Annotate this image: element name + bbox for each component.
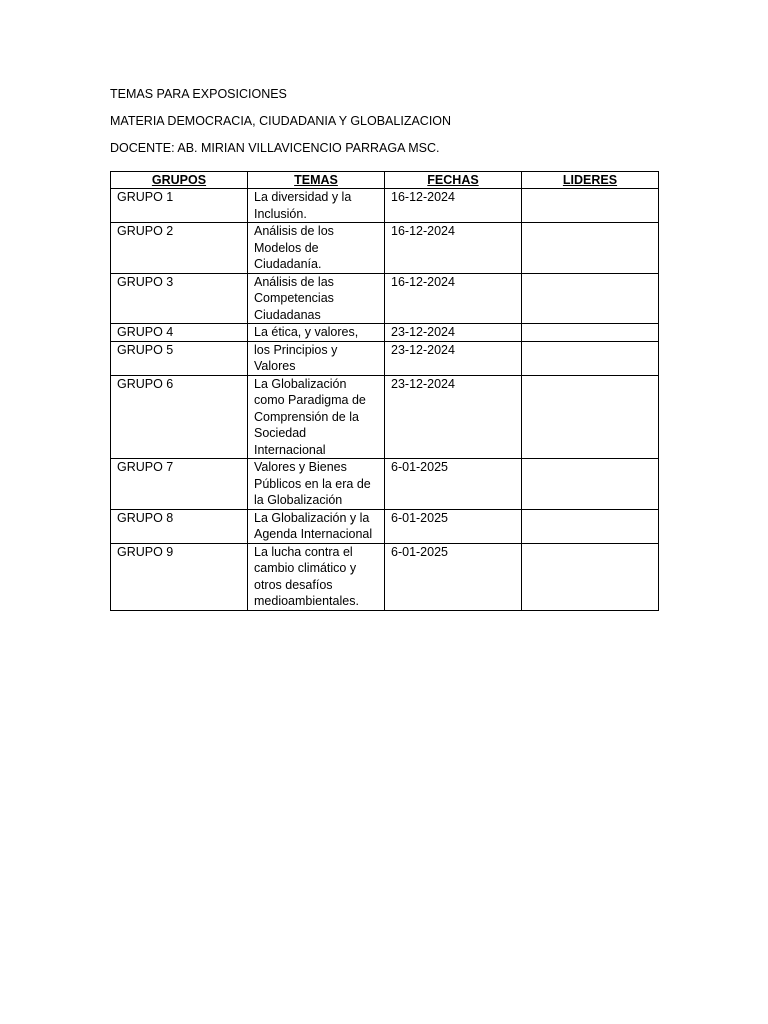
cell-tema: La diversidad y la Inclusión.: [248, 189, 385, 223]
table-row: [111, 459, 659, 510]
cell-fecha: 23-12-2024: [385, 324, 522, 342]
cell-tema: los Principios y Valores: [248, 341, 385, 375]
cell-grupo: GRUPO 8: [111, 509, 248, 543]
cell-grupo: GRUPO 9: [111, 543, 248, 610]
table-header-row: [111, 172, 659, 189]
cell-fecha: 23-12-2024: [385, 341, 522, 375]
cell-lider: [522, 459, 659, 510]
cell-fecha: 16-12-2024: [385, 273, 522, 324]
cell-tema: La lucha contra el cambio climático y otros desafíos medioambientales.: [248, 543, 385, 610]
table-row: [111, 223, 659, 274]
header-temas: TEMAS: [248, 172, 385, 189]
table-row: [111, 273, 659, 324]
cell-lider: [522, 375, 659, 459]
cell-lider: [522, 189, 659, 223]
cell-grupo: GRUPO 2: [111, 223, 248, 274]
topics-table: [110, 171, 659, 611]
cell-grupo: GRUPO 4: [111, 324, 248, 342]
cell-grupo: GRUPO 7: [111, 459, 248, 510]
cell-fecha: 16-12-2024: [385, 223, 522, 274]
header-grupos: GRUPOS: [111, 172, 248, 189]
cell-fecha: 23-12-2024: [385, 375, 522, 459]
cell-lider: [522, 223, 659, 274]
teacher-line: DOCENTE: AB. MIRIAN VILLAVICENCIO PARRAGA MSC.: [110, 141, 440, 155]
cell-tema: Análisis de los Modelos de Ciudadanía.: [248, 223, 385, 274]
cell-tema: La Globalización y la Agenda Internacional: [248, 509, 385, 543]
document-title: TEMAS PARA EXPOSICIONES: [110, 87, 287, 101]
cell-fecha: 16-12-2024: [385, 189, 522, 223]
cell-grupo: GRUPO 3: [111, 273, 248, 324]
cell-fecha: 6-01-2025: [385, 543, 522, 610]
table-row: [111, 324, 659, 342]
subject-line: MATERIA DEMOCRACIA, CIUDADANIA Y GLOBALIZACION: [110, 114, 452, 128]
document-page: [110, 86, 658, 611]
cell-grupo: GRUPO 6: [111, 375, 248, 459]
table-row: [111, 375, 659, 459]
cell-fecha: 6-01-2025: [385, 459, 522, 510]
cell-lider: [522, 341, 659, 375]
table-row: [111, 543, 659, 610]
header-lideres: LIDERES: [522, 172, 659, 189]
cell-tema: Análisis de las Competencias Ciudadanas: [248, 273, 385, 324]
table-row: [111, 341, 659, 375]
cell-lider: [522, 509, 659, 543]
cell-lider: [522, 543, 659, 610]
cell-tema: Valores y Bienes Públicos en la era de la Globalización: [248, 459, 385, 510]
cell-tema: La Globalización como Paradigma de Comprensión de la Sociedad Internacional: [248, 375, 385, 459]
cell-grupo: GRUPO 1: [111, 189, 248, 223]
cell-fecha: 6-01-2025: [385, 509, 522, 543]
cell-lider: [522, 273, 659, 324]
table-row: [111, 189, 659, 223]
cell-tema: La ética, y valores,: [248, 324, 385, 342]
table-row: [111, 509, 659, 543]
header-fechas: FECHAS: [385, 172, 522, 189]
cell-grupo: GRUPO 5: [111, 341, 248, 375]
cell-lider: [522, 324, 659, 342]
